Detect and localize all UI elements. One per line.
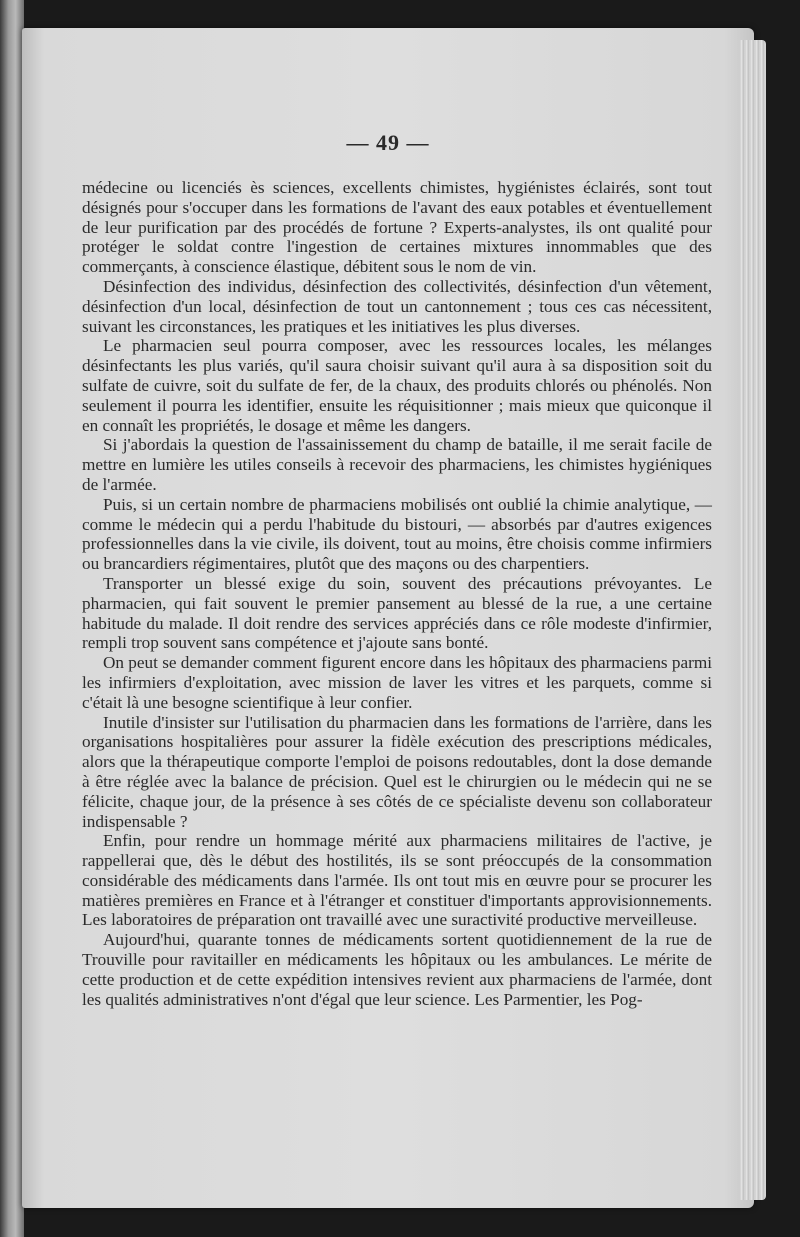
paragraph-9: Enfin, pour rendre un hommage mérité aux pharmaciens militaires de l'active, je rappellerai que, dès le début des hostilités, ils se sont préoccupés de la consommation considérable des médicaments dans l'armée. Ils ont tout mis en œuvre pour se procurer les matières premières en France et à l'étranger et constituer d'importants approvisionnements. Les laboratoires de préparation ont travaillé avec une suractivité productive merveilleuse.: [82, 831, 712, 930]
paragraph-4: Si j'abordais la question de l'assainissement du champ de bataille, il me serait facile de mettre en lumière les utiles conseils à recevoir des pharmaciens, les chimistes hygiéniques de l'armée.: [82, 435, 712, 494]
paragraph-6: Transporter un blessé exige du soin, souvent des précautions prévoyantes. Le pharmacien, qui fait souvent le premier pansement au blessé de la rue, a une certaine habitude du malade. Il doit rendre des services appréciés dans ce rôle modeste d'infirmier, rempli trop souvent sans compétence et j'ajoute sans bonté.: [82, 573, 712, 653]
paragraph-2: Désinfection des individus, désinfection des collectivités, désinfection d'un vêtement, désinfection d'un local, désinfection de tout un cantonnement ; tous ces cas nécessitent, suivant les circonstances, les pratiques et les initiatives les plus diverses.: [82, 276, 712, 336]
paragraph-5: Puis, si un certain nombre de pharmaciens mobilisés ont oublié la chimie analytique, — comme le médecin qui a perdu l'habitude du bistouri, — absorbés par d'autres exigences professionnelles dans la vie civile, ils doivent, tout au moins, être choisis comme infirmiers ou brancardiers régimentaires, plutôt que des maçons ou des charpentiers.: [82, 494, 712, 574]
body-text: [82, 178, 712, 1009]
paragraph-1: médecine ou licenciés ès sciences, excellents chimistes, hygiénistes éclairés, sont tout désignés pour s'occuper dans les formations de l'avant des eaux potables et éventuellement de leur purification par des procédés de fortune ? Experts-analystes, ils ont qualité pour protéger le soldat contre l'ingestion de certaines mixtures innommables que des commerçants, à conscience élastique, débitent sous le nom de vin.: [82, 178, 712, 277]
previous-page-edge: [0, 0, 24, 1237]
page-number: — 49 —: [346, 130, 430, 155]
paragraph-3: Le pharmacien seul pourra composer, avec les ressources locales, les mélanges désinfectants les plus variés, qu'il saura choisir suivant qu'il aura à sa disposition soit du sulfate de cuivre, soit du sulfate de fer, de la chaux, des produits chlorés ou phénolés. Non seulement il pourra les identifier, ensuite les réquisitionner ; mais mieux que quiconque il en connaît les propriétés, le dosage et même les dangers.: [82, 336, 712, 435]
paragraph-8: Inutile d'insister sur l'utilisation du pharmacien dans les formations de l'arrière, dans les organisations hospitalières pour assurer la fidèle exécution des prescriptions médicales, alors que la thérapeutique comporte l'emploi de poisons redoutables, dont la dose demande à être réglée avec la balance de précision. Quel est le chirurgien ou le médecin qui ne se félicite, chaque jour, de la présence à ses côtés de ce spécialiste devenu son collaborateur indispensable ?: [82, 712, 712, 831]
paragraph-7: On peut se demander comment figurent encore dans les hôpitaux des pharmaciens parmi les infirmiers d'exploitation, avec mission de laver les vitres et les parquets, comme si c'était là une besogne scientifique à leur confier.: [82, 653, 712, 712]
right-page-leaves: [740, 40, 766, 1200]
paragraph-10: Aujourd'hui, quarante tonnes de médicaments sortent quotidiennement de la rue de Trouville pour ravitailler en médicaments les hôpitaux ou les ambulances. Le mérite de cette production et de cette expédition intensives revient aux pharmaciens de l'armée, dont les qualités administratives n'ont d'égal que leur science. Les Parmentier, les Pog-: [82, 930, 712, 1009]
book-page: [22, 28, 754, 1208]
